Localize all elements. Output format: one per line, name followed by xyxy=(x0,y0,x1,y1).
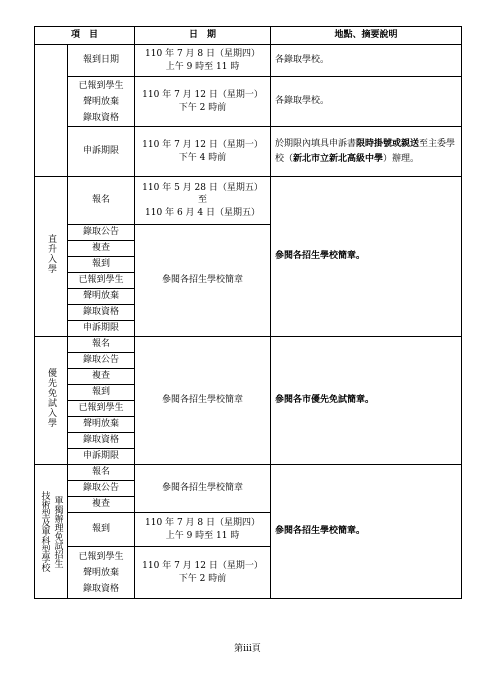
item-cell: 報到 xyxy=(68,385,135,401)
item-line: 聲明放棄 xyxy=(83,567,120,578)
header-note: 地點、摘要說明 xyxy=(271,27,462,45)
date-line: 110 年 7 月 8 日（星期四） xyxy=(145,518,260,528)
note-cell xyxy=(271,127,462,177)
date-line: 上午 9 時至 11 時 xyxy=(165,530,240,541)
date-cell xyxy=(135,547,271,599)
note-cell: 各錄取學校。 xyxy=(271,77,462,127)
item-cell: 已報到學生 xyxy=(68,401,135,417)
section0-label xyxy=(35,45,68,177)
item-cell: 報名 xyxy=(68,177,135,225)
table-row xyxy=(35,127,462,177)
date-line: 下午 2 時前 xyxy=(178,102,227,113)
date-line: 至 xyxy=(198,195,208,206)
item-line: 已報到學生 xyxy=(78,551,124,562)
item-cell: 報到 xyxy=(68,257,135,273)
date-cell: 參閱各招生學校簡章 xyxy=(135,465,271,513)
date-line: 110 年 5 月 28 日（星期五） xyxy=(142,182,263,193)
note-bold: 限時掛號或親送 xyxy=(356,138,420,149)
table-row xyxy=(35,45,462,77)
note-bold: 新北市立新北高級中學 xyxy=(293,153,384,164)
note-text: 至主委學校（ xyxy=(275,138,456,164)
date-line: 110 年 7 月 12 日（星期一） xyxy=(142,140,263,150)
table-header-row xyxy=(35,27,462,45)
item-cell: 錄取公告 xyxy=(68,353,135,369)
item-cell: 報名 xyxy=(68,337,135,353)
item-cell: 複查 xyxy=(68,241,135,257)
date-cell xyxy=(135,127,271,177)
item-cell: 錄取公告 xyxy=(68,225,135,241)
item-cell: 申訴期限 xyxy=(68,127,135,177)
page-number: 第iii頁 xyxy=(234,644,261,654)
note-cell xyxy=(271,465,462,599)
item-cell xyxy=(68,77,135,127)
note-bold: 參閱各招生學校簡章。 xyxy=(275,526,366,537)
section-label-inner: 技術型及單科型學校 xyxy=(39,491,50,572)
item-cell: 錄取資格 xyxy=(68,305,135,321)
item-cell: 申訴期限 xyxy=(68,321,135,337)
note-cell: 各錄取學校。 xyxy=(271,45,462,77)
section2-label xyxy=(35,337,68,465)
section-label-outer: 單獨辦理免試招生 xyxy=(52,495,63,568)
item-cell: 申訴期限 xyxy=(68,449,135,465)
note-cell xyxy=(271,177,462,337)
note-bold: 參閱各市優先免試簡章。 xyxy=(275,395,375,406)
item-cell: 已報到學生 xyxy=(68,273,135,289)
date-cell xyxy=(135,77,271,127)
date-line: 上午 9 時至 11 時 xyxy=(165,61,240,72)
item-line: 錄取資格 xyxy=(83,112,120,123)
item-cell: 錄取公告 xyxy=(68,481,135,497)
date-cell xyxy=(135,45,271,77)
item-cell xyxy=(68,547,135,599)
item-cell: 聲明放棄 xyxy=(68,289,135,305)
date-line: 110 年 7 月 8 日（星期四） xyxy=(145,49,260,59)
date-cell: 參閱各招生學校簡章 xyxy=(135,337,271,465)
header-date: 日 期 xyxy=(135,27,271,45)
item-line: 聲明放棄 xyxy=(83,96,120,107)
table-row xyxy=(35,465,462,481)
date-line: 110 年 7 月 12 日（星期一） xyxy=(142,561,263,571)
section-label-text: 優先免試入學 xyxy=(46,368,56,429)
table-row xyxy=(35,177,462,225)
date-line: 下午 2 時前 xyxy=(178,573,227,584)
note-bold: 參閱各招生學校簡章。 xyxy=(275,251,366,262)
date-line: 110 年 7 月 12 日（星期一） xyxy=(142,90,263,100)
item-cell: 報到 xyxy=(68,513,135,547)
note-text: 於期限內填具申訴書 xyxy=(275,138,357,149)
note-cell xyxy=(271,337,462,465)
date-cell: 參閱各招生學校簡章 xyxy=(135,225,271,337)
date-line: 下午 4 時前 xyxy=(178,152,227,163)
item-cell: 聲明放棄 xyxy=(68,417,135,433)
item-cell: 複查 xyxy=(68,497,135,513)
item-cell: 複查 xyxy=(68,369,135,385)
schedule-table xyxy=(34,26,462,599)
date-cell xyxy=(135,177,271,225)
header-item: 項 目 xyxy=(35,27,135,45)
item-cell: 報到日期 xyxy=(68,45,135,77)
item-cell: 錄取資格 xyxy=(68,433,135,449)
item-line: 錄取資格 xyxy=(83,583,120,594)
date-line: 110 年 6 月 4 日（星期五） xyxy=(145,207,260,218)
item-line: 已報到學生 xyxy=(78,80,124,91)
table-row xyxy=(35,337,462,353)
section3-label xyxy=(35,465,68,599)
item-cell: 報名 xyxy=(68,465,135,481)
note-text: ）辦理。 xyxy=(383,153,420,164)
section-label-text: 直升入學 xyxy=(46,234,56,275)
table-row xyxy=(35,77,462,127)
section1-label xyxy=(35,177,68,337)
date-cell xyxy=(135,513,271,547)
